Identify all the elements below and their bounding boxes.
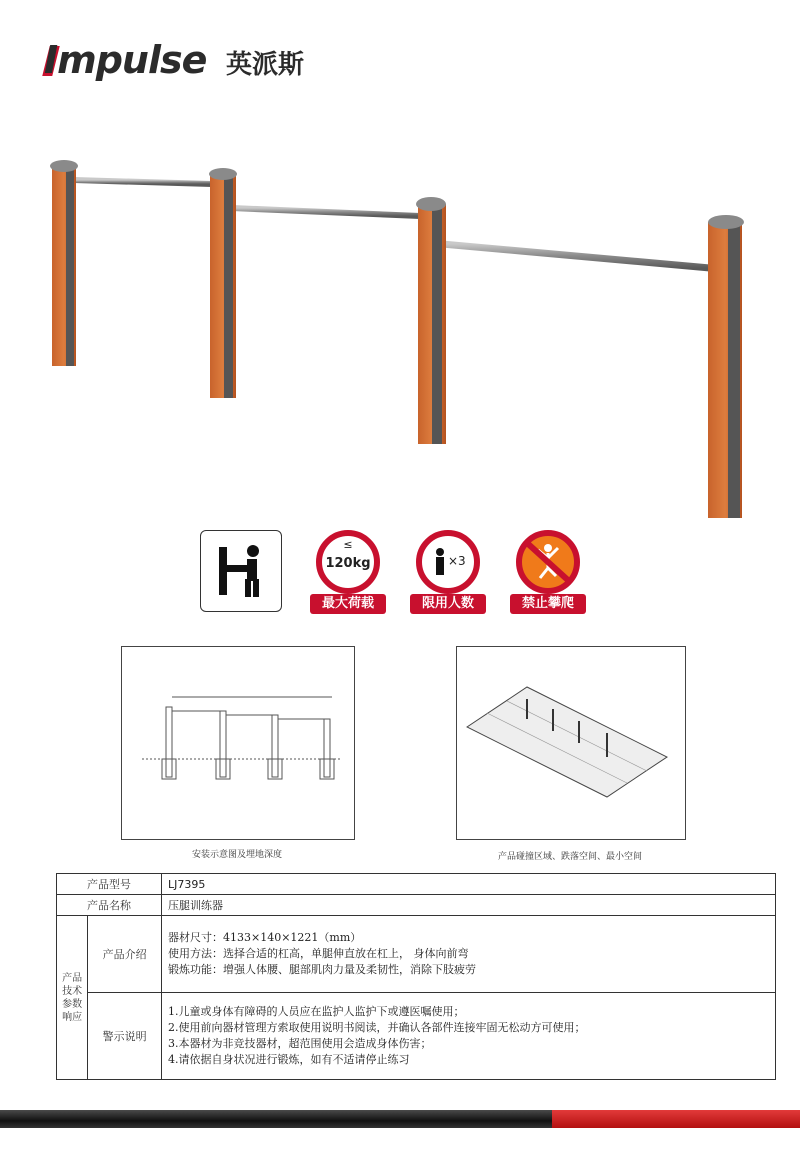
warn-line: 1.儿童或身体有障碍的人员应在监护人监护下或遵医嘱使用； <box>168 1005 465 1018</box>
spec-table <box>56 873 776 1080</box>
intro-line: 使用方法：选择合适的杠高，单腿伸直放在杠上， 身体向前弯 <box>168 947 469 960</box>
leg-press-figure-icon <box>200 530 282 612</box>
tech-label: 产品技术参数响应 <box>57 916 88 1080</box>
intro-line: 器材尺寸：4133×140×1221（mm） <box>168 931 362 944</box>
warn-line: 4.请依据自身状况进行锻炼，如有不适请停止练习 <box>168 1053 410 1066</box>
footer-bar-red <box>552 1110 800 1128</box>
max-users-count: ×3 <box>448 554 466 568</box>
warn-label: 警示说明 <box>88 993 162 1080</box>
intro-text <box>162 916 776 993</box>
brand-logo <box>44 38 344 84</box>
safety-icons <box>200 530 600 620</box>
post-1 <box>50 160 78 366</box>
post-3 <box>416 197 446 444</box>
no-climb-label: 禁止攀爬 <box>510 594 586 614</box>
product-illustration <box>40 150 760 530</box>
brand-name-en: Impulse <box>44 38 207 82</box>
warn-line: 2.使用前向器材管理方索取使用说明书阅读，并确认各部件连接牢固无松动方可使用； <box>168 1021 586 1034</box>
model-value: LJ7395 <box>162 874 776 895</box>
bar-2 <box>232 208 420 216</box>
intro-label: 产品介绍 <box>88 916 162 993</box>
name-label: 产品名称 <box>57 895 162 916</box>
intro-line: 锻炼功能：增强人体腰、腿部肌肉力量及柔韧性，消除下肢疲劳 <box>168 963 476 976</box>
name-value: 压腿训练器 <box>162 895 776 916</box>
post-2 <box>209 168 237 398</box>
no-climb-sign <box>510 530 586 611</box>
post-4 <box>708 215 744 518</box>
install-diagram <box>121 646 355 840</box>
zone-caption: 产品碰撞区域、跌落空间、最小空间 <box>497 852 642 862</box>
brand-name-cn: 英派斯 <box>226 50 305 80</box>
max-load-weight: 120kg <box>325 556 371 571</box>
no-climbing-icon <box>510 530 586 594</box>
table-row <box>57 895 776 916</box>
max-users-label: 限用人数 <box>410 594 486 614</box>
zone-diagram <box>456 646 686 840</box>
bar-1 <box>74 180 212 184</box>
table-row <box>57 993 776 1080</box>
warn-line: 3.本器材为非竞技器材，超范围使用会造成身体伤害； <box>168 1037 432 1050</box>
table-row <box>57 874 776 895</box>
max-users-sign <box>410 530 486 611</box>
footer-bar-dark <box>0 1110 552 1128</box>
table-row <box>57 916 776 993</box>
install-caption: 安装示意图及埋地深度 <box>191 850 282 860</box>
max-load-label: 最大荷载 <box>310 594 386 614</box>
warn-text <box>162 993 776 1080</box>
bar-3 <box>442 244 710 268</box>
model-label: 产品型号 <box>57 874 162 895</box>
max-load-sign <box>310 530 386 611</box>
max-load-symbol: ≤ <box>343 538 353 551</box>
